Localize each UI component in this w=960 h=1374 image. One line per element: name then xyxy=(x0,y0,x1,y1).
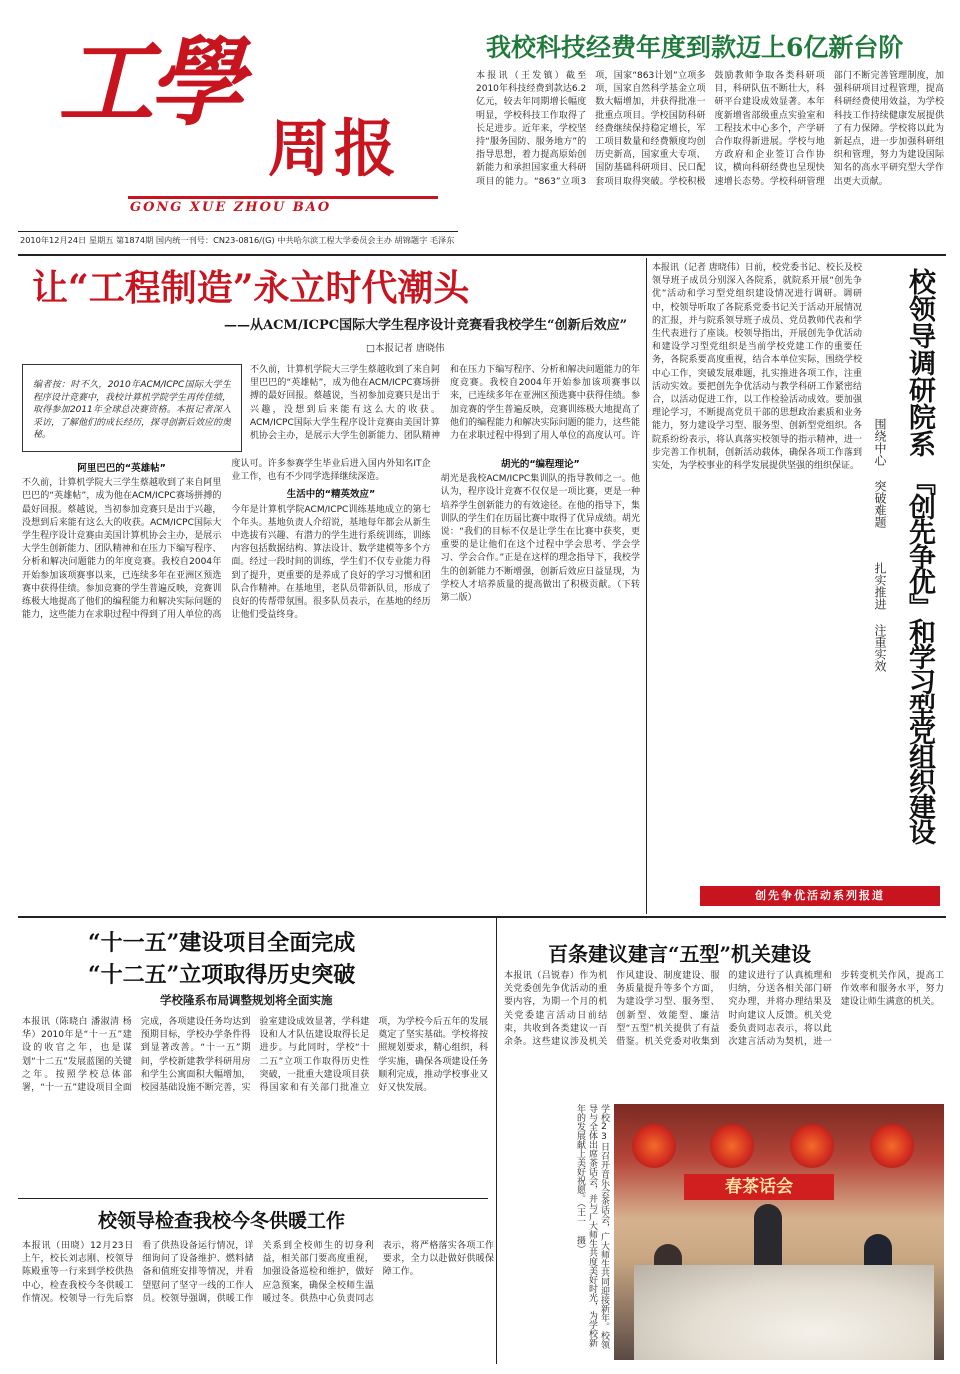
leaders-body: 本报讯（记者 唐晓伟）日前，校党委书记、校长及校领导班子成员分别深入各院系，就院系开展“创先争优”活动和学习型党组织建设情况进行调研。调研中，校领导听取了各院系党委书记关于活动开展情况的汇报，并与院系领导班子成员、党员教师代表和学生代表进行了座谈。校领导指出，开展创先争优活动和建设学习型党组织是当前学校党建工作的重要任务，各院系要高度重视，结合本单位实际，围绕学校中心工作，突破发展难题，扎实推进各项工作，注重活动实效。要把创先争优活动与教学科研工作紧密结合，以活动促进工作，以工作检验活动成效。要加强理论学习，不断提高党员干部的思想政治素质和业务能力，努力建设学习型、服务型、创新型党组织。各院系纷纷表示，将认真落实校领导的指示精神，进一步完善工作机制，创新活动载体，确保各项工作落到实处，为学校事业的科学发展提供坚强的组织保证。 xyxy=(652,263,862,472)
middle-section-rule xyxy=(18,916,946,918)
main-byline: □本报记者 唐晓伟 xyxy=(366,343,445,354)
plan-headline-2: “十二五”立项取得历史突破 xyxy=(88,962,356,988)
decoration-flower-1 xyxy=(632,1124,676,1168)
funding-body: 本报讯（王发镇）截至2010年科技经费到款达6.2亿元，较去年同期增长幅度明显，学校科技工作取得了长足进步。近年来，学校坚持“服务国防、服务地方”的指导思想，着力提高原始创新能力和承担国家重大科研项目的能力。“863”立项3项，国家“863计划”立项多项，国家自然科学基金立项数大幅增加，并获得批准一批重点项目。学校国防科研经费继续保持稳定增长，军工项目数量和经费额度均创历史新高，国家重大专项、国防基础科研项目、民口配套项目取得突破。学校积极鼓励教师争取各类科研项目，科研队伍不断壮大，科研平台建设成效显著。本年度新增省部级重点实验室和工程技术中心多个，产学研合作取得新进展。学校与地方政府和企业签订合作协议，横向科研经费也呈现快速增长态势。学校科研管理部门不断完善管理制度，加强科研项目过程管理，提高科研经费使用效益，为学校科技工作持续健康发展提供了有力保障。学校将以此为新起点，进一步加强科研组织和管理，努力为建设国际知名的高水平研究型大学作出更大贡献。 xyxy=(476,71,944,187)
section-2-body: 今年是计算机学院ACM/ICPC训练基地成立的第七个年头。基地负责人介绍说，基地每年都会从新生中选拔有兴趣、有潜力的学生进行系统训练，训练内容包括数据结构、算法设计、数学建模等多个方面。经过一段时间的训练，学生们不仅专业能力得到了提升，更重要的是养成了良好的学习习惯和团队合作精神。在基地里，老队员带新队员，形成了良好的传帮带氛围。很多队员表示，在基地的经历让他们受益终身。 xyxy=(231,504,431,621)
section-3-body: 胡光是我校ACM/ICPC集训队的指导教师之一。他认为，程序设计竞赛不仅仅是一项比赛，更是一种培养学生创新能力的有效途径。在他的指导下，集训队的学生们在历届比赛中取得了优异成绩。胡光说：“我们的目标不仅是让学生在比赛中获奖，更重要的是让他们在这个过程中学会思考、学会学习、学会合作。”正是在这样的理念指导下，我校学生的创新能力不断增强，创新后效应日益显现，为学校人才培养质量的提高做出了积极贡献。（下转第二版） xyxy=(440,474,640,604)
leaders-subtitle-2: 扎实推进 注重实效 xyxy=(873,562,887,672)
leaders-title-2: 『创先争优』和学习型党组织建设 xyxy=(904,468,935,843)
decoration-flower-3 xyxy=(790,1124,834,1168)
masthead-pinyin: GONG XUE ZHOU BAO xyxy=(130,200,332,215)
main-subheadline: ——从ACM/ICPC国际大学生程序设计竞赛看我校学生“创新后效应” xyxy=(224,318,628,333)
main-body xyxy=(22,458,640,914)
main-body-lead: 不久前，计算机学院大三学生蔡越收到了来自阿里巴巴的“英雄帖”，成为他在ACM/ICPC赛场拼搏的最好回报。蔡越说，当初参加竞赛只是出于兴趣，没想到后来能有这么大的收获。ACM/ICPC国际大学生程序设计竞赛由美国计算机协会主办，是展示大学生创新能力、团队精神和在压力下编写程序、分析和解决问题能力的年度竞赛。我校自2004年开始参加该项赛事以来，已连续多年在亚洲区预选赛中获得佳绩。参加竞赛的学生普遍反映，竞赛训练极大地提高了他们的编程能力和解决实际问题的能力，这些能力在求职过程中得到了用人单位的高度认可。许 xyxy=(250,365,640,442)
heating-headline: 校领导检查我校今冬供暖工作 xyxy=(98,1210,346,1232)
plan-body: 本报讯（陈晓白 潘淑清 杨华）2010年是“十一五”建设的收官之年，也是谋划“十二五”发展蓝图的关键之年。按照学校总体部署，“十一五”建设项目全面完成，各项建设任务均达到预期目标，学校办学条件得到显著改善。“十一五”期间，学校新建教学科研用房和学生公寓面积大幅增加，校园基础设施不断完善，实验室建设成效显著，学科建设和人才队伍建设取得长足进步。与此同时，学校“十二五”立项工作取得历史性突破，一批重大建设项目获得国家和有关部门批准立项，为学校今后五年的发展奠定了坚实基础。学校将按照规划要求，精心组织，科学实施，确保各项建设任务顺利完成，推动学校事业又好又快发展。 xyxy=(22,1017,488,1094)
plan-subheadline: 学校隆系布局调整规划将全面实施 xyxy=(160,993,333,1007)
decoration-flower-2 xyxy=(710,1124,754,1168)
main-body-top-right xyxy=(250,364,640,454)
masthead-name: 周报 xyxy=(268,112,401,185)
photo-banner: 春茶话会 xyxy=(684,1174,834,1200)
section-3-title: 胡光的“编程理论” xyxy=(500,459,580,470)
leaders-subtitle-1: 围绕中心 突破难题 xyxy=(873,418,887,528)
tea-party-photo xyxy=(614,1104,944,1360)
masthead-calligraphy: 工學 xyxy=(58,26,238,139)
top-section-rule xyxy=(18,254,946,256)
masthead-info-top-rule xyxy=(18,231,458,232)
section-1-title: 阿里巴巴的“英雄帖” xyxy=(77,463,166,474)
proposal-body: 本报讯（吕锐春）作为机关党委创先争优活动的重要内容，为期一个月的机关党委建言活动日前结束，共收到各类建议一百余条。这些建议涉及机关作风建设、制度建设、服务质量提升等多个方面，为建设学习型、服务型、创新型、效能型、廉洁型“五型”机关提供了有益借鉴。机关党委对收集到的建议进行了认真梳理和归纳，分送各相关部门研究办理，并将办理结果及时向建议人反馈。机关党委负责同志表示，将以此次建言活动为契机，进一步转变机关作风，提高工作效率和服务水平，努力建设让师生满意的机关。 xyxy=(504,971,944,1048)
funding-headline: 我校科技经费年度到款迈上6亿新台阶 xyxy=(486,33,904,62)
photo-caption: 学校23日召开音乐会茶话会，广大师生共同迎接新年。校领导与全体出席茶话会，并与广大师生共度美好时光，为学校新年的发展献上美好祝愿。（王一 摄） xyxy=(575,1104,609,1349)
main-headline-text: 让“工程制造”永立时代潮头 xyxy=(32,267,470,309)
main-right-divider xyxy=(646,258,647,914)
editor-note-box xyxy=(22,364,242,452)
proposal-headline: 百条建议建言“五型”机关建设 xyxy=(548,942,812,966)
decoration-flower-4 xyxy=(870,1124,914,1168)
section-2-title: 生活中的“精英效应” xyxy=(286,489,376,501)
editor-note: 编者按：时不久，2010年ACM/ICPC国际大学生程序设计竞赛中，我校计算机学院学生再传佳绩，取得参加2011年全球总决赛资格。本报记者深入采访，了解他们的成长经历，探寻创新后效应的奥秘。 xyxy=(33,380,231,440)
banquet-table xyxy=(634,1265,934,1360)
plan-headline-1: “十一五”建设项目全面完成 xyxy=(88,930,356,956)
series-tag: 创先争优活动系列报道 xyxy=(700,886,940,906)
masthead-rule xyxy=(128,196,438,199)
bottom-divider xyxy=(496,918,497,1364)
masthead xyxy=(18,18,458,248)
plan-heating-rule xyxy=(18,1198,488,1199)
leaders-title-1: 校领导调研院系 xyxy=(904,268,935,457)
section-1-body: 不久前，计算机学院大三学生蔡越收到了来自阿里巴巴的“英雄帖”，成为他在ACM/ICPC赛场拼搏的最好回报。蔡越说，当初参加竞赛只是出于兴趣，没想到后来能有这么大的收获。ACM/ICPC国际大学生程序设计竞赛由美国计算机协会主办，是展示大学生创新能力、团队精神和在压力下编写程序、分析和解决问题能力的年度竞赛。我校自2004年开始参加该项赛事以来，已连续多年在亚洲区预选赛中获得佳绩。参加竞赛的学生普遍反映，竞赛训练极大地提高了他们的编程能力和解决实际问题的能力，这些能力在求职过程中得到了用人单位的高度认可。许多参赛学生毕业后进入国内外知名IT企业工作，也有不少同学选择继续深造。 xyxy=(22,459,431,621)
masthead-info: 2010年12月24日 星期五 第1874期 国内统一刊号：CN23-0816/(G) 中共哈尔滨工程大学委员会主办 胡锦题字 毛泽东 xyxy=(20,235,455,245)
heating-body: 本报讯（田晓）12月23日上午，校长刘志刚、校领导陈殿重等一行来到学校供热中心，检查我校今冬供暖工作情况。校领导一行先后察看了供热设备运行情况，详细询问了设备维护、燃料储备和值班安排等情况，并看望慰问了坚守一线的工作人员。校领导强调，供暖工作关系到全校师生的切身利益，相关部门要高度重视，加强设备巡检和维护，做好应急预案，确保全校师生温暖过冬。供热中心负责同志表示，将严格落实各项工作要求，全力以赴做好供暖保障工作。 xyxy=(22,1241,494,1304)
main-headline xyxy=(32,260,642,311)
